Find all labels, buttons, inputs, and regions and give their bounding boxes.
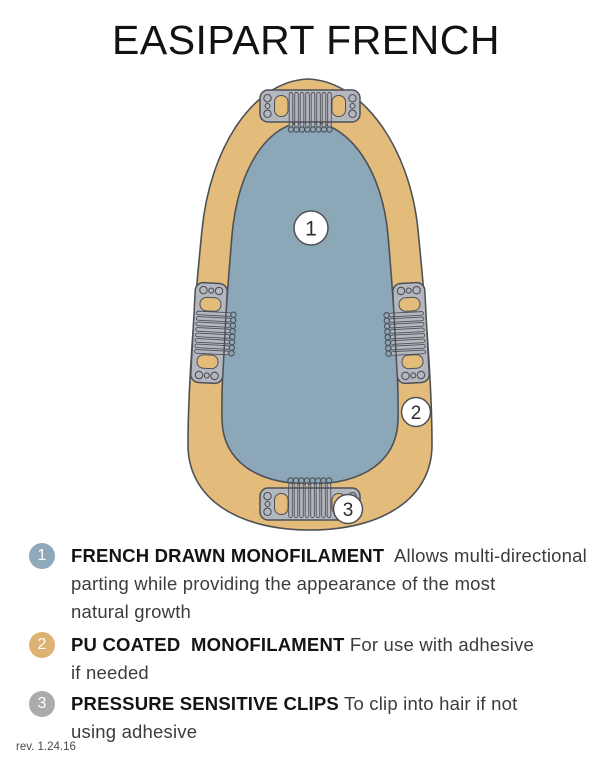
legend [29,542,592,746]
legend-3-line-1: PRESSURE SENSITIVE CLIPS To clip into hair if not [71,693,518,714]
callout-3-number: 3 [342,499,354,521]
legend-badge-2: 2 [29,632,55,658]
legend-item-pu-coated-monofilament [29,631,592,687]
legend-badge-3: 3 [29,691,55,717]
callout-2 [402,398,431,427]
legend-3-line-2: using adhesive [71,721,198,742]
legend-1-line-2: parting while providing the appearance of the most [71,573,496,594]
legend-badge-1: 1 [29,543,55,569]
legend-2-line-1: PU COATED MONOFILAMENT For use with adhesive [71,634,535,655]
page-title: EASIPART FRENCH [112,17,500,63]
callout-2-number: 2 [410,402,422,424]
legend-1-line-3: natural growth [71,601,192,622]
legend-item-french-drawn-monofilament [29,542,592,626]
legend-2-line-2: if needed [71,662,149,683]
legend-1-line-1: FRENCH DRAWN MONOFILAMENT Allows multi-directional [71,545,587,566]
monofilament-area [222,121,398,484]
revision-note: rev. 1.24.16 [16,741,76,753]
callout-1 [294,211,328,245]
callout-3 [334,495,363,524]
callout-1-number: 1 [305,217,317,241]
legend-item-pressure-sensitive-clips [29,690,592,746]
